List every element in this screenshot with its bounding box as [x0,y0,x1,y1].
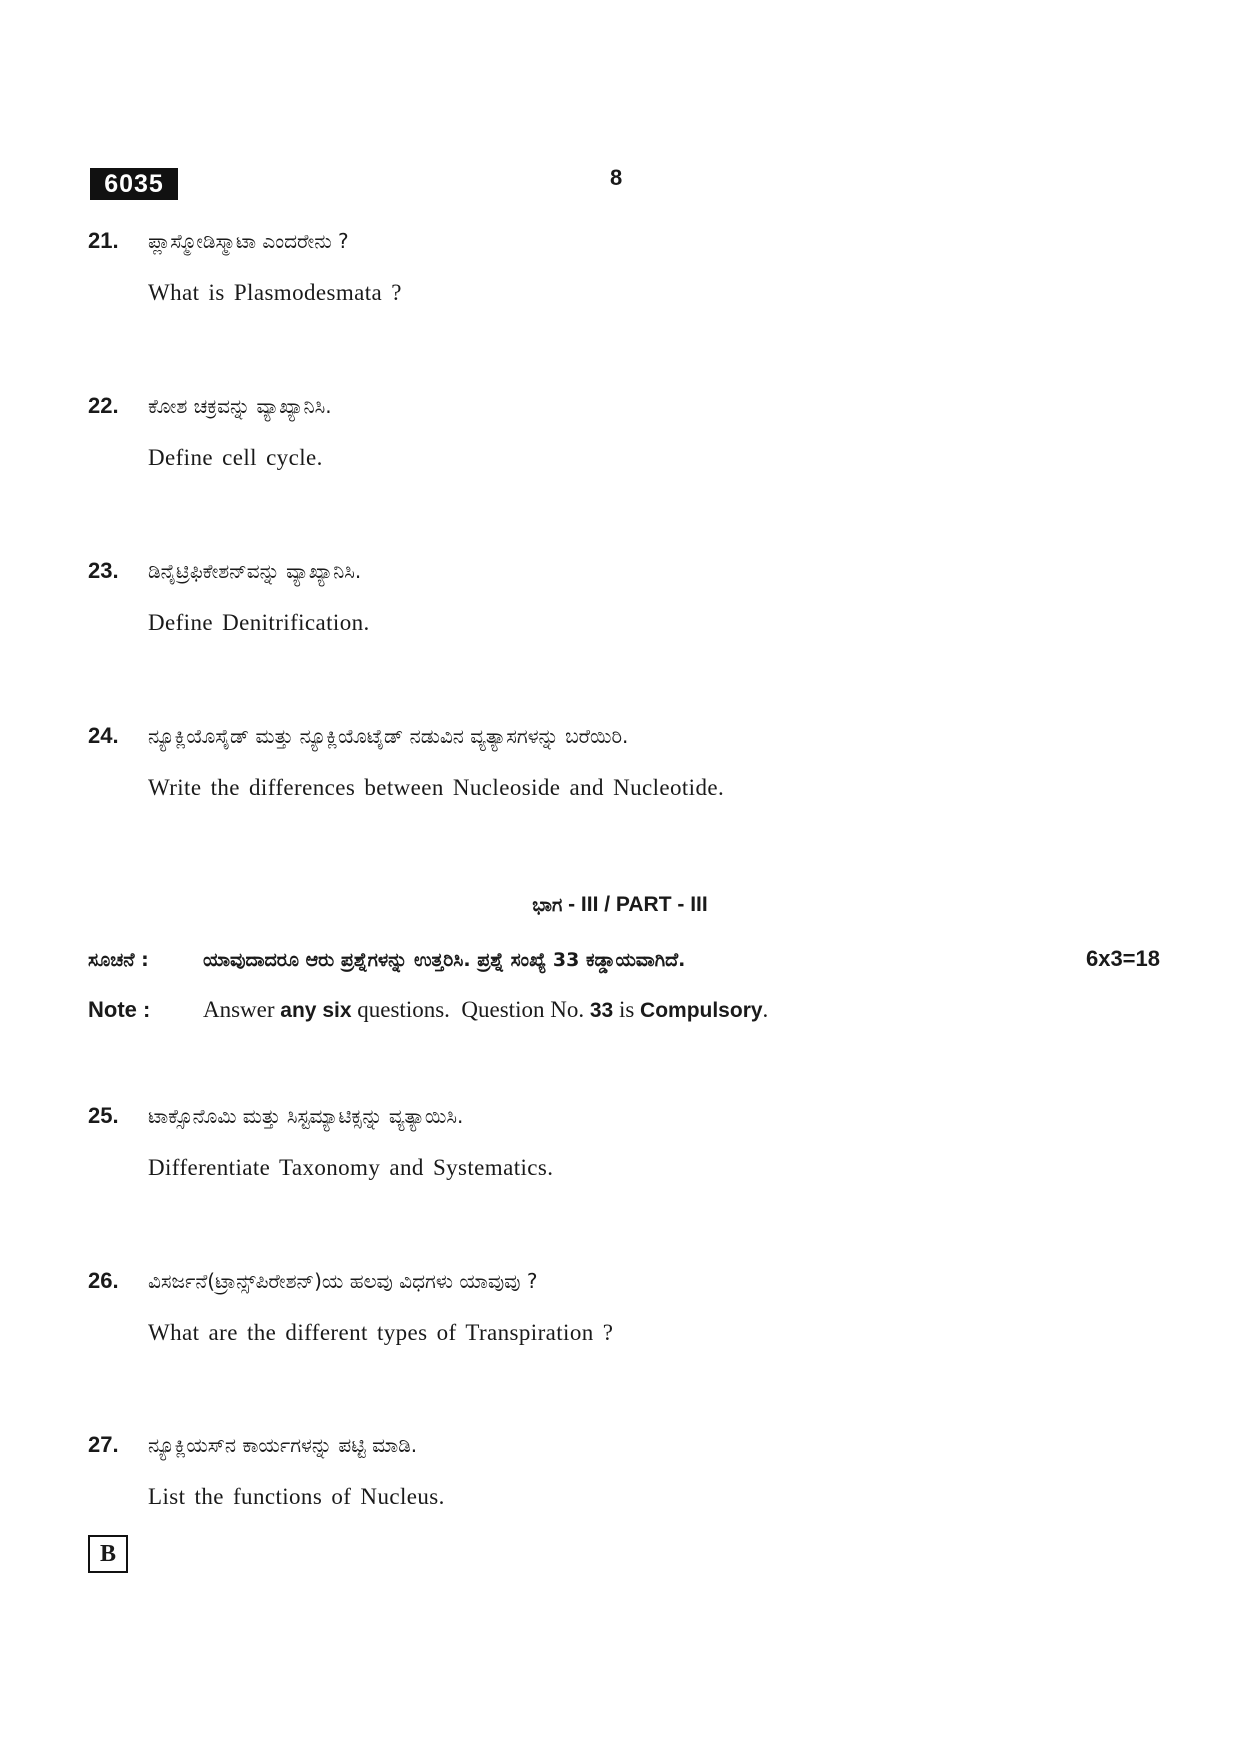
question-number: 26. [88,1268,119,1293]
page-number: 8 [610,165,623,190]
question-24 [88,723,1168,801]
part-heading-english: - III / PART - III [562,893,708,916]
question-27 [88,1432,1168,1510]
note-english-label: Note : [88,997,151,1022]
booklet-series-box: B [88,1535,128,1573]
question-kannada-text: ನ್ಯೂಕ್ಲಿಯೊಸೈಡ್ ಮತ್ತು ನ್ಯೂಕ್ಲಿಯೊಟೈಡ್ ನಡುವಿನ ವ್ಯತ್ಯಾಸಗಳನ್ನು ಬರೆಯಿರಿ. [148,724,629,748]
question-25 [88,1103,1168,1181]
question-english-text: What is Plasmodesmata ? [148,280,402,305]
note-kannada-row [88,946,1160,972]
question-23 [88,558,1168,636]
question-kannada-text: ಪ್ಲಾಸ್ಮೋಡಿಸ್ಮಾಟಾ ಎಂದರೇನು ? [148,229,349,253]
question-number: 22. [88,393,119,418]
part-heading-kannada: ಭಾಗ [532,894,563,916]
question-english-text: What are the different types of Transpiration ? [148,1320,614,1345]
question-kannada-text: ವಿಸರ್ಜನೆ(ಟ್ರಾನ್ಸ್‌ಪಿರೇಶನ್)ಯ ಹಲವು ವಿಧಗಳು ಯಾವುವು ? [148,1269,538,1293]
marks-scheme: 6x3=18 [1085,946,1160,971]
question-number: 25. [88,1103,119,1128]
question-english-text: List the functions of Nucleus. [148,1484,445,1509]
question-english-text: Define cell cycle. [148,445,323,470]
question-26 [88,1268,1168,1346]
paper-code-badge: 6035 [90,168,178,200]
question-22 [88,393,1168,471]
question-number: 23. [88,558,119,583]
part-heading [0,893,1240,917]
question-english-text: Differentiate Taxonomy and Systematics. [148,1155,554,1180]
question-english-text: Write the differences between Nucleoside and Nucleotide. [148,775,725,800]
question-kannada-text: ಟಾಕ್ಸೊನೊಮಿ ಮತ್ತು ಸಿಸ್ಟಮ್ಯಾಟಿಕ್ಸನ್ನು ವ್ಯತ್ಯಾಯಿಸಿ. [148,1104,464,1128]
question-kannada-text: ನ್ಯೂಕ್ಲಿಯಸ್‌ನ ಕಾರ್ಯಗಳನ್ನು ಪಟ್ಟಿ ಮಾಡಿ. [148,1433,418,1457]
question-number: 24. [88,723,119,748]
question-number: 21. [88,228,119,253]
question-kannada-text: ಡಿನೈಟ್ರಿಫಿಕೇಶನ್‌ವನ್ನು ವ್ಯಾಖ್ಯಾನಿಸಿ. [148,559,362,583]
question-english-text: Define Denitrification. [148,610,370,635]
note-kannada-label: ಸೂಚನೆ : [88,949,149,971]
note-english-text: Answer any six questions. Question No. 33 is Compulsory. [203,997,769,1022]
note-kannada-text: ಯಾವುದಾದರೂ ಆರು ಪ್ರಶ್ನೆಗಳನ್ನು ಉತ್ತರಿಸಿ. ಪ್ರಶ್ನೆ ಸಂಖ್ಯೆ 33 ಕಡ್ಡಾಯವಾಗಿದೆ. [203,949,686,971]
note-english-row [88,997,1160,1023]
question-kannada-text: ಕೋಶ ಚಕ್ರವನ್ನು ವ್ಯಾಖ್ಯಾನಿಸಿ. [148,394,332,418]
question-21 [88,228,1168,306]
question-number: 27. [88,1432,119,1457]
